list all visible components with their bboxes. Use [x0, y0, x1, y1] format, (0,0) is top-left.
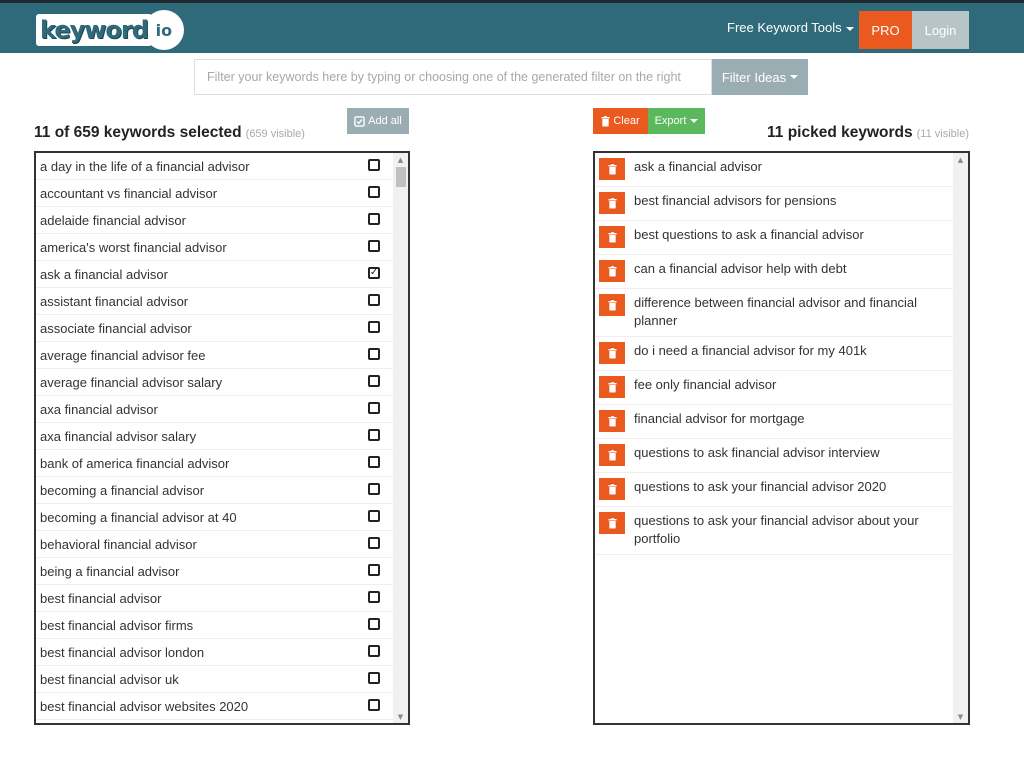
- delete-keyword-button[interactable]: [599, 512, 625, 534]
- keyword-text: best financial advisor websites 2020: [40, 698, 249, 714]
- trash-icon: [601, 116, 610, 127]
- keyword-text: america's worst financial advisor: [40, 239, 227, 255]
- checkbox-icon[interactable]: [368, 672, 380, 684]
- keyword-text: best financial advisor firms: [40, 617, 194, 633]
- keyword-text: adelaide financial advisor: [40, 212, 186, 228]
- checkbox-icon[interactable]: [368, 483, 380, 495]
- keyword-row[interactable]: [36, 261, 394, 288]
- picked-keyword-text: questions to ask financial advisor interview: [634, 445, 880, 460]
- keyword-text: being a financial advisor: [40, 563, 180, 579]
- picked-keyword-text: questions to ask your financial advisor about your portfolio: [634, 513, 919, 546]
- scroll-up-arrow-icon[interactable]: ▲: [397, 155, 404, 164]
- keyword-text: best financial advisor london: [40, 644, 205, 660]
- keyword-text: ask a financial advisor: [40, 266, 168, 282]
- checkbox-icon[interactable]: [368, 402, 380, 414]
- keyword-text: becoming a financial advisor: [40, 482, 205, 498]
- trash-icon: [608, 266, 617, 277]
- add-all-label: Add all: [368, 115, 402, 127]
- keyword-text: bank of america financial advisor: [40, 455, 230, 471]
- trash-icon: [608, 300, 617, 311]
- selected-count-text: 11 of 659 keywords selected: [34, 124, 242, 141]
- picked-keyword-row: [595, 153, 953, 187]
- delete-keyword-button[interactable]: [599, 260, 625, 282]
- delete-keyword-button[interactable]: [599, 342, 625, 364]
- picked-keywords-panel: [593, 151, 970, 725]
- keyword-row[interactable]: [36, 369, 394, 396]
- checkbox-icon[interactable]: [368, 699, 380, 711]
- picked-keyword-row: [595, 371, 953, 405]
- checkbox-icon[interactable]: [368, 510, 380, 522]
- delete-keyword-button[interactable]: [599, 294, 625, 316]
- keyword-text: accountant vs financial advisor: [40, 185, 218, 201]
- picked-keyword-text: ask a financial advisor: [634, 159, 762, 174]
- keyword-row[interactable]: [36, 450, 394, 477]
- checkbox-icon[interactable]: [368, 159, 380, 171]
- top-navbar: [0, 0, 1024, 53]
- visible-count: (659 visible): [245, 128, 305, 140]
- keyword-text: assistant financial advisor: [40, 293, 189, 309]
- clear-button[interactable]: [593, 108, 648, 134]
- delete-keyword-button[interactable]: [599, 158, 625, 180]
- scroll-down-arrow-icon[interactable]: ▼: [957, 712, 964, 721]
- picked-keyword-text: difference between financial advisor and financial planner: [634, 295, 918, 328]
- scrollbar-thumb[interactable]: [396, 167, 406, 187]
- checkbox-icon[interactable]: [368, 240, 380, 252]
- trash-icon: [608, 416, 617, 427]
- keyword-row[interactable]: [36, 531, 394, 558]
- checkbox-icon[interactable]: [368, 429, 380, 441]
- checkbox-icon[interactable]: [368, 348, 380, 360]
- delete-keyword-button[interactable]: [599, 376, 625, 398]
- keyword-row[interactable]: [36, 234, 394, 261]
- logo[interactable]: [36, 11, 184, 49]
- picked-visible-count: (11 visible): [916, 128, 969, 140]
- keyword-row[interactable]: [36, 396, 394, 423]
- keyword-row[interactable]: [36, 558, 394, 585]
- keyword-list: [36, 153, 394, 720]
- picked-keyword-row: [595, 187, 953, 221]
- keyword-row[interactable]: [36, 693, 394, 720]
- keyword-text: best financial advisor uk: [40, 671, 179, 687]
- picked-keyword-text: financial advisor for mortgage: [634, 411, 805, 426]
- add-all-button[interactable]: [347, 108, 409, 134]
- keyword-text: a day in the life of a financial advisor: [40, 158, 250, 174]
- picked-keyword-text: can a financial advisor help with debt: [634, 261, 847, 276]
- picked-list-scrollbar[interactable]: [953, 153, 968, 723]
- clear-label: Clear: [613, 115, 640, 127]
- export-label: Export: [654, 115, 687, 127]
- picked-keyword-row: [595, 405, 953, 439]
- trash-icon: [608, 232, 617, 243]
- free-keyword-tools-menu[interactable]: [727, 20, 854, 35]
- trash-icon: [608, 164, 617, 175]
- keyword-text: best financial advisor: [40, 590, 162, 606]
- keyword-row[interactable]: [36, 315, 394, 342]
- picked-keyword-list: [595, 153, 953, 555]
- checkbox-icon[interactable]: [368, 213, 380, 225]
- keyword-row[interactable]: [36, 504, 394, 531]
- export-button[interactable]: [648, 108, 705, 134]
- keyword-row[interactable]: [36, 639, 394, 666]
- filter-ideas-button[interactable]: [712, 59, 808, 95]
- keyword-text: becoming a financial advisor at 40: [40, 509, 237, 525]
- keyword-text: associate financial advisor: [40, 320, 192, 336]
- trash-icon: [608, 484, 617, 495]
- keyword-row[interactable]: [36, 207, 394, 234]
- keyword-filter-input[interactable]: [194, 59, 712, 95]
- checkbox-icon[interactable]: [368, 186, 380, 198]
- delete-keyword-button[interactable]: [599, 444, 625, 466]
- selected-keywords-heading: [34, 124, 305, 142]
- picked-keywords-heading: [767, 124, 969, 142]
- checkbox-icon[interactable]: [368, 456, 380, 468]
- picked-keyword-row: [595, 337, 953, 371]
- delete-keyword-button[interactable]: [599, 478, 625, 500]
- scroll-up-arrow-icon[interactable]: ▲: [957, 155, 964, 164]
- picked-keyword-text: questions to ask your financial advisor 2020: [634, 479, 887, 494]
- keyword-row[interactable]: [36, 612, 394, 639]
- login-button[interactable]: Login: [912, 11, 969, 49]
- checkbox-icon[interactable]: [368, 645, 380, 657]
- keyword-row[interactable]: [36, 585, 394, 612]
- picked-keyword-text: best questions to ask a financial advisor: [634, 227, 864, 242]
- keyword-text: axa financial advisor: [40, 401, 158, 417]
- keyword-row[interactable]: [36, 423, 394, 450]
- keyword-text: behavioral financial advisor: [40, 536, 197, 552]
- picked-keyword-row: [595, 255, 953, 289]
- trash-icon: [608, 518, 617, 529]
- picked-keyword-row: [595, 473, 953, 507]
- trash-icon: [608, 198, 617, 209]
- keyword-row[interactable]: [36, 666, 394, 693]
- picked-keyword-text: fee only financial advisor: [634, 377, 777, 392]
- checkbox-icon[interactable]: [368, 537, 380, 549]
- filter-ideas-label: Filter Ideas: [721, 69, 787, 85]
- logo-io-circle: io: [144, 10, 184, 50]
- caret-down-icon: [690, 119, 698, 123]
- keyword-text: axa financial advisor salary: [40, 428, 197, 444]
- keyword-row[interactable]: [36, 153, 394, 180]
- picked-keyword-text: do i need a financial advisor for my 401k: [634, 343, 867, 358]
- caret-down-icon: [790, 75, 798, 79]
- checkbox-checked-icon[interactable]: [368, 267, 380, 279]
- keyword-row[interactable]: [36, 477, 394, 504]
- checkbox-icon[interactable]: [368, 564, 380, 576]
- check-square-icon: [354, 116, 365, 127]
- keyword-row[interactable]: [36, 288, 394, 315]
- keyword-text: average financial advisor fee: [40, 347, 206, 363]
- keyword-list-scrollbar[interactable]: [393, 153, 408, 723]
- picked-keyword-row: [595, 289, 953, 337]
- picked-keyword-row: [595, 221, 953, 255]
- scroll-down-arrow-icon[interactable]: ▼: [397, 712, 404, 721]
- logo-word: keyword: [36, 14, 152, 46]
- checkbox-icon[interactable]: [368, 375, 380, 387]
- checkbox-icon[interactable]: [368, 321, 380, 333]
- picked-count-text: 11 picked keywords: [767, 124, 913, 141]
- checkbox-icon[interactable]: [368, 618, 380, 630]
- keyword-list-panel: [34, 151, 410, 725]
- free-keyword-tools-label: Free Keyword Tools: [727, 20, 842, 35]
- trash-icon: [608, 348, 617, 359]
- picked-keyword-text: best financial advisors for pensions: [634, 193, 837, 208]
- keyword-row[interactable]: [36, 342, 394, 369]
- delete-keyword-button[interactable]: [599, 192, 625, 214]
- picked-keyword-row: [595, 439, 953, 473]
- keyword-row[interactable]: [36, 180, 394, 207]
- checkbox-icon[interactable]: [368, 591, 380, 603]
- trash-icon: [608, 450, 617, 461]
- caret-down-icon: [846, 27, 854, 31]
- keyword-text: average financial advisor salary: [40, 374, 223, 390]
- picked-keyword-row: [595, 507, 953, 555]
- checkbox-icon[interactable]: [368, 294, 380, 306]
- delete-keyword-button[interactable]: [599, 410, 625, 432]
- delete-keyword-button[interactable]: [599, 226, 625, 248]
- trash-icon: [608, 382, 617, 393]
- pro-button[interactable]: PRO: [859, 11, 912, 49]
